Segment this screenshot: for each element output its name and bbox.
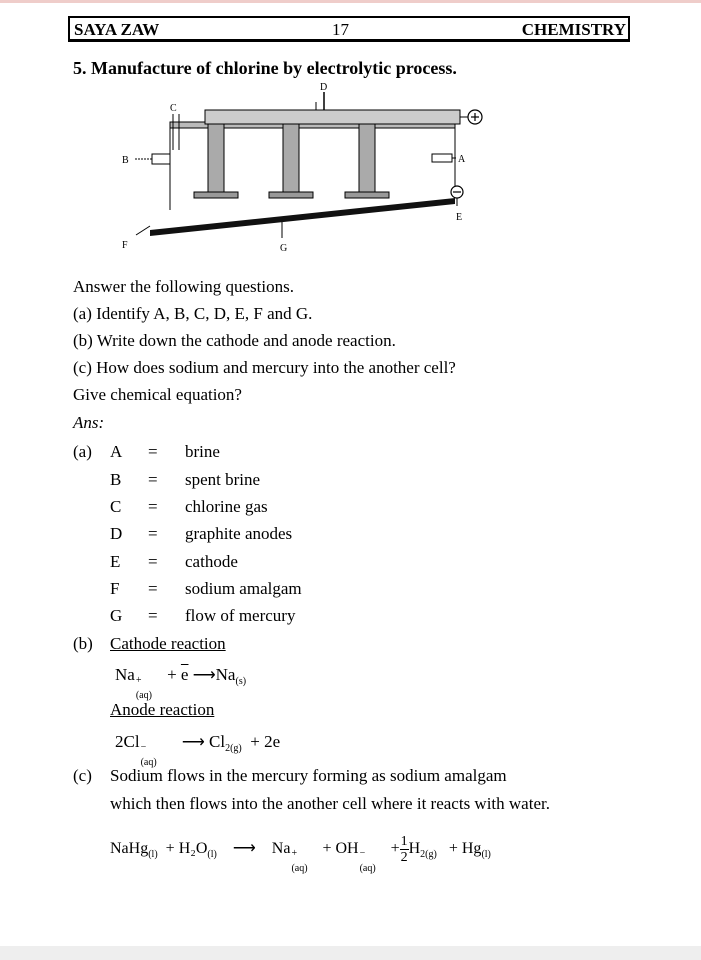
- ident-letter-c: C: [110, 497, 122, 516]
- ident-eq: =: [148, 606, 158, 625]
- graphite-anode: [208, 124, 224, 196]
- question-title: 5. Manufacture of chlorine by electrolytic process.: [73, 58, 457, 78]
- electrolytic-cell-diagram: [110, 80, 510, 260]
- anode-bar: [205, 110, 460, 124]
- diagram-label-e: E: [456, 212, 463, 223]
- ident-value-d: graphite anodes: [185, 524, 293, 543]
- top-edge: [0, 0, 701, 3]
- ident-letter-e: E: [110, 552, 121, 571]
- ident-value-f: sodium amalgam: [185, 579, 302, 598]
- ident-letter-d: D: [110, 524, 123, 543]
- cathode-equation: Na + (aq) + $\overline{e}$ $⟶Na_{(s)}$: [115, 665, 247, 701]
- answer-c-label: (c): [73, 766, 92, 785]
- amalgam-equation: NaHg$_{(l)}$ + $H_2O_{(l)}$ ⟶ Na + (aq) + OH − (aq) + $\frac{1}{2}$ $H_{2(g)}$ + $Hg_{(l)}$: [110, 834, 491, 875]
- ident-value-b: spent brine: [185, 470, 261, 489]
- ident-value-a: brine: [185, 442, 220, 461]
- ident-value-c: chlorine gas: [185, 497, 268, 516]
- ident-value-e: cathode: [185, 552, 238, 571]
- ident-eq: =: [148, 442, 158, 461]
- ident-eq: =: [148, 579, 158, 598]
- answer-a-label: (a): [73, 442, 92, 461]
- ident-eq: =: [148, 497, 158, 516]
- mercury-cathode: [150, 198, 455, 236]
- anode-equation: 2Cl − (aq) ⟶ $Cl_{2(g)} + 2e$: [115, 732, 281, 768]
- diagram-label-f: F: [122, 240, 128, 251]
- ident-letter-g: G: [110, 606, 123, 625]
- diagram-label-a: A: [458, 154, 466, 165]
- question-part-a: (a) Identify A, B, C, D, E, F and G.: [73, 304, 313, 323]
- anode-heading: Anode reaction: [110, 700, 215, 719]
- diagram-label-b: B: [122, 155, 129, 166]
- ident-letter-a: A: [110, 442, 123, 461]
- page-header: [68, 16, 630, 42]
- cathode-heading: Cathode reaction: [110, 634, 226, 653]
- header-author: SAYA ZAW: [74, 20, 160, 39]
- diagram-label-d: D: [320, 82, 328, 93]
- answer-c-line1: Sodium flows in the mercury forming as sodium amalgam: [110, 766, 507, 785]
- question-prompt: Answer the following questions.: [73, 277, 294, 296]
- header-page-number: 17: [332, 20, 349, 39]
- question-part-c-cont: Give chemical equation?: [73, 385, 242, 404]
- diagram-label-g: G: [280, 243, 288, 254]
- header-subject: CHEMISTRY: [521, 20, 626, 39]
- ident-eq: =: [148, 524, 158, 543]
- ident-letter-b: B: [110, 470, 122, 489]
- question-part-b: (b) Write down the cathode and anode reaction.: [73, 331, 396, 350]
- ident-value-g: flow of mercury: [185, 606, 296, 625]
- ident-eq: =: [148, 552, 158, 571]
- answer-b-label: (b): [73, 634, 93, 653]
- page-bottom-edge: [0, 946, 701, 960]
- answer-c-line2: which then flows into the another cell where it reacts with water.: [110, 794, 550, 813]
- graphite-anode: [283, 124, 299, 196]
- diagram-label-c: C: [170, 103, 177, 114]
- ident-eq: =: [148, 470, 158, 489]
- ident-letter-f: F: [110, 579, 120, 598]
- question-part-c: (c) How does sodium and mercury into the another cell?: [73, 358, 456, 377]
- answer-heading: Ans:: [73, 413, 105, 432]
- graphite-anode: [359, 124, 375, 196]
